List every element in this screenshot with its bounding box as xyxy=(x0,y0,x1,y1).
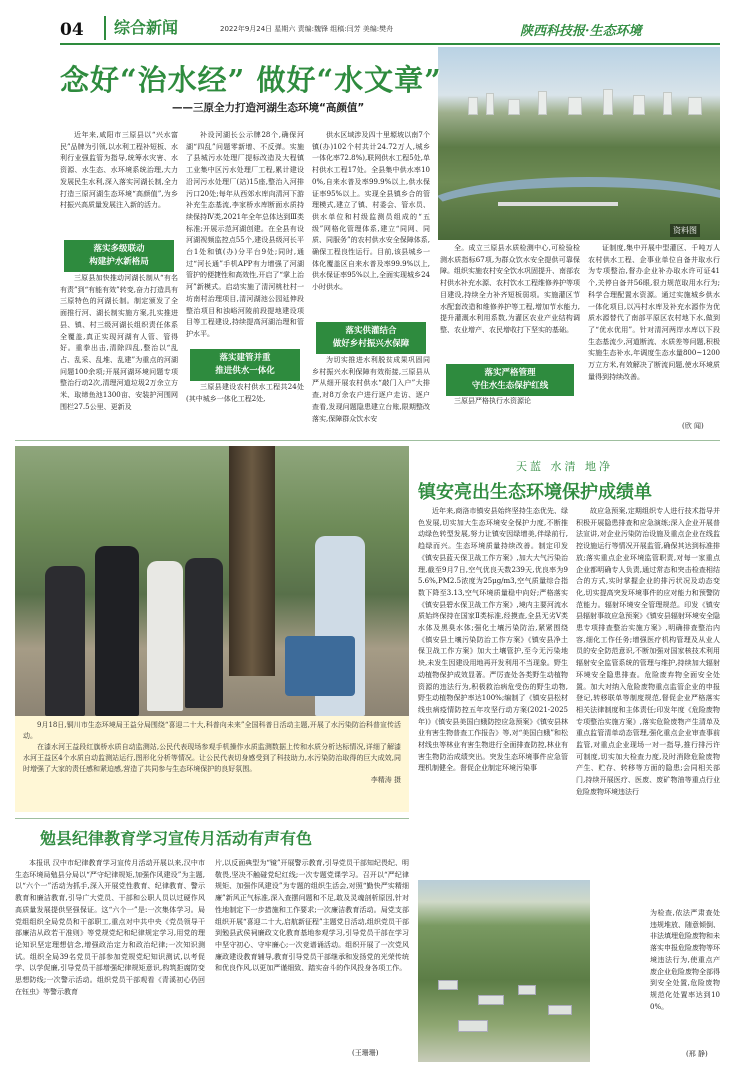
article-column: 补设河湖长公示牌28个,确保河湖“四乱”问题零新增、不反弹。实施了县城污水处理厂提标改造及大程镇工业集中区污水处理厂工程,累计建设沿河污水处理厂(站)15座,整治入河排污口20处;每年从西郊水库向清河下游补充生态基流,李家桥水库断面水质持续保持Ⅳ类,2021年全年总体达到Ⅲ类标准;开展示范河湖创建。在全县有设河湖视频监控点55个,建设县级河长平台1处和镇(办)分平台9处;同时,通过“河长通”手机APP有力增强了河湖管护的便捷性和高效性,开启了“掌上治河”新模式。启动实施了清河桃杜村一坊南村治理项目,清河湖池公园延伸段整治项目和浊峪河陵前段提地建设项目等工程建设,持续提高河湖治理和管护水平。 xyxy=(186,131,304,338)
headline: 镇安亮出生态环境保护成绩单 xyxy=(418,482,652,503)
article-column: 故应急预案,定期组织专人进行技术指导并积极开展隐患排查和应急演练;深入企业开展普法宣讲,对企业污染防治设施及重点企业在线监控设施运行等情况开展监管,确保其达到标准排放;落实重点企业环境监管职责,对每一家重点企业都明确专人负责,通过常态和突击检查相结合的方式,实时掌握企业的排污状况及动态变化,切实提高突发环境事件的应对能力和预警防范能力。辐射环境安全管理规范。印发《镇安县辐射事故应急预案》《镇安县辐射环境安全隐患专项排查整治实施方案》,明确排查整治内容,细化工作任务;增强医疗机构管理及从业人员的安全防范意识,不断加强对国家核技术利用辐射安全监管系统的管理与维护,持续加大辐射环境安全隐患排查。危险废弃物全面安全处置。加大对纳入危险废物重点监管企业的申报登记,转移联单等制度规范,督促企业严格落实相关法律制度和主体责任;印发年度《危险废物专项整治实施方案》,落实危险废物产生清单及重点监管清单动态管理,强化重点企业审查事前监管,对重点企业现场一对一指导,推行排污许可制度,切实加大检查力度,及时消除危险废物产生、贮存、转移等方面的隐患;会同相关部门,持续开展医疗、医废、废矿物油等重点行业危险废物环境违法行 xyxy=(576,507,720,796)
brand-logo: 陕西科技报·生态环境 xyxy=(520,24,642,39)
article-column: 为检查,依法严肃查处违规堆放、随意倾倒、非法填埋危险废物和未落实申报危险废物等环境违法行为,使重点产废企业危险废物全部得到安全处置,危险废物规范化处置率达到100%。 xyxy=(650,909,720,1011)
caption-text: 9月18日,铜川市生态环境局王益分局围绕“喜迎二十大,科普向未来”全国科普日活动主题,开展了水污染防治科普宣传活动。 xyxy=(23,721,401,740)
forest-village-photo xyxy=(418,880,590,1062)
section-subhead: 落实供灌结合 做好乡村振兴水保障 xyxy=(316,322,426,354)
article-column: 近年来,商洛市镇安县始终坚持生态优先、绿色发展,切实加大生态环境安全保护力度,不断推动绿色转型发展,努力让镇安因绿增美,伴绿前行,趋绿而兴。生态环境质量持续改善。制定印发《镇安县蓝天保卫战工作方案》,加大大气污染治理,截至9月7日,空气优良天数239天,优良率为95.6%,PM2.5浓度为25μg/m3,空气质量综合指数下降至3.13,空气环境质量稳中向好;严格落实《镇安县碧水保卫战工作方案》,境内主要河流水质始终保持在国家Ⅱ类标准,经摸查,全县无劣Ⅴ类水体及黑臭水体;强化土壤污染防治,紧紧围绕《镇安县土壤污染防治工作方案》《镇安县净土保卫战工作方案》加大土壤管护,至今无污染地块,未发生因建设用地再开发利用不当现象。野生动植物保护成效显著。严厉查处各类野生动植物资源的违法行为,积极救治病危受伤的野生动物,野生动植物保护率达100%;编制了《镇安县松材线虫病疫情防控五年攻坚行动方案(2021-2025年)》《镇安县美国白蛾防控应急预案》《镇安县林业有害生物普查工作报告》等,对“美国白蛾”和松材线虫等林业有害生物进行全面排查防控,林业有害生物防治成绩突出。突发生态环境事件应急管理机制健全。督促企业制定环境污染事 xyxy=(418,507,568,773)
byline: (王珊珊) xyxy=(352,1049,379,1057)
section-divider xyxy=(15,818,409,819)
article-column: 三原县严格执行水资源论 xyxy=(454,397,531,405)
article-column: 为切实推进水利脱贫成果巩固同乡村振兴水利保障有效衔接,三原县从严从细开展农村供水“敲门入户”大排查,对8万余农户进行逐户走访、逐户查看,发现问题隐患建立台账,限期整改落实,保障群众饮水安 xyxy=(312,356,430,423)
article-column: 三原县加快推动河湖长制从“有名有责”到“有能有效”转变,奋力打造具有三原特色的河湖长制。制定颁发了全面推行河、湖长制实施方案,扎实推进县、镇、村三级河湖长组织责任体系全覆盖,真正实现河湖有人管、管得好。重拳出击,清除四乱,整治以“乱占、乱采、乱堆、乱建”为重点的河湖问题100余项;开展河湖环境问题专项整治行动2次,清理河道垃圾2万余立方米、取缔鱼池1300亩、安装护河围网围栏27.5公里、更新及 xyxy=(60,274,178,411)
article-kicker: 天蓝 水清 地净 xyxy=(516,460,613,473)
article-column: 三原县建设农村供水工程共24处(其中城乡一体化工程2处, xyxy=(186,383,304,403)
headline: 念好“治水经” 做好“水文章” xyxy=(60,63,442,97)
header-divider xyxy=(60,43,720,45)
byline: (欣 闻) xyxy=(682,422,704,430)
article-column: 证制度,集中开展中型灌区、千吨万人农村供水工程、企事业单位自备井取水行为专项整治,督办企业补办取水许可证41个,关停自备井56眼,很力规范取用水行为;科学合理配置水资源。通过实施城乡供水一体化项目,以冯村水库及补充水源作为优质水源替代了南部平原区农村地下水,做到了“优水优用”。针对清河两岸水库以下段生态基流少,河道断流、水质差等问题,积极实施生态补水,年调度生态水量800~1200万立方米,有效解决了断流问题,使水环境质量得到持续改善。 xyxy=(588,244,720,381)
section-title: 综合新闻 xyxy=(104,16,210,40)
section-subhead: 落实多级联动 构建护水新格局 xyxy=(64,240,174,272)
article-column: 片,以反面典型为“镜”开展警示教育,引导党员干部知纪畏纪、明敬畏,坚决不触碰党纪红线;一次专题党课学习。召开以“严纪律规矩、加强作风建设”为专题的组织生活会,对照“勤快严实精细廉”新风正气标准,深入查摆问题和不足,敢及灵魂剖析原因,针对性地制定下一步措施和工作要求;一次廉洁教育活动。局党支部组织开展“喜迎二十大,启航新征程”主题党日活动,组织党员干部到勉县武侯祠廉政文化教育基地参观学习,引导党员干部在学习中坚守初心、守牢廉心;一次竞谱诵活动。组织开展了一次党风廉政建设教育辅导,教育引导党员干部继承和发扬党的光荣传统和优良作风,以更加严谨细致、踏实奋斗的作风投身各项工作。 xyxy=(215,859,409,973)
section-subhead: 落实建管并重 推进供水一体化 xyxy=(190,349,300,381)
article-column: 供水区域涉及四十里塬坡以南7个镇(办)102个村共计24.72万人,城乡一体化率72.8%),联网供水工程5处,单村供水工程17处。全县集中供水率100%,自来水普及率99.9%以上,供水保证率95%以上。实现全县镇乡合的管理模式,建立了镇、村委会、管水员、供水单位和村级监测员组成的“五级”网格化管理体系,建立“同网、同质、同服务”的农村供水安全保障体系,确保工程良性运行。目前,该县城乡一体化覆盖区自来水普及率99.9%以上,供水保证率95%以上,全面实现城乡24小时供水。 xyxy=(312,131,430,292)
photo-credit: 资料图 xyxy=(670,224,700,237)
section-divider xyxy=(15,440,720,441)
caption-text: 在漆水河王益段红旗桥水质自动监测站,公民代表现场参观手机操作水质监测数据上传和水质分析达标情况,详细了解漆水河王益区4个水质自动监测站运行,图形化分析等情况。让公民代表切身感受到了科技助力,水污染防治取得的巨大成效,同时增强了大家的责任感和紧迫感,营造了共同参与生态环境保护的良好氛围。 xyxy=(23,743,401,773)
river-aerial-photo xyxy=(438,47,720,240)
page-number: 04 xyxy=(60,20,84,40)
byline: (邢 静) xyxy=(686,1050,708,1058)
photo-credit: 李精涛 摄 xyxy=(370,776,401,784)
headline: 勉县纪律教育学习宣传月活动有声有色 xyxy=(40,829,313,848)
article-column: 本报讯 汉中市纪律教育学习宣传月活动开展以来,汉中市生态环境局勉县分局以“严守纪律规矩,加强作风建设”为主题,以“六个一”活动为抓手,深入开展党性教育、纪律教育、警示教育和廉洁教育,引导广大党员、干部和公职人员以过硬作风高质量发展提供坚强保证。这“六个一”是:一次集体学习。局党组组织全局党员和干部职工,重点对中共中央《党员领导干部廉洁从政若干准则》等党规党纪和纪律规定学习,用党的理论知识坚定理想信念,增强政治定力和政治纪律;一次知识测试。组织全局39名党员干部参加党规党纪知识测试,以考促学、以学促廉,引导党员干部增强纪律规矩意识,构筑拒腐防变思想防线;一次警示活动。组织党员干部观看《青溪初心仍回在钰虫》等警示教育 xyxy=(15,859,205,996)
photo-caption xyxy=(15,716,409,812)
issue-info: 2022年9月24日 星期六 责编:魏锋 组稿:闫芳 美编:樊舟 xyxy=(220,25,394,33)
subheadline: ——三原全力打造河湖生态环境“高颜值” xyxy=(172,102,365,114)
section-subhead: 落实严格管理 守住水生态保护红线 xyxy=(446,364,574,396)
article-column: 全。成立三原县水质检测中心,可检验检测水质指标67项,为群众饮水安全提供可靠保障。组织实施农村安全饮水巩固提升、南部农村供水补充水源、农村饮水工程维修养护等项目建设,持续全力补齐短板弱项。实施灌区节水配套改造和维修养护等工程,增加节水能力,提升灌溉水利用系数,为灌区农业产业结构调整、农业增产、农民增收打下坚实的基础。 xyxy=(440,244,580,334)
article-column: 近年来,咸阳市三原县以“兴水富民”品牌为引领,以水利工程补短板、水利行业强监管为指导,统筹水灾害、水资源、水生态、水环境系统治理,大力发展民生水利,深入落实河湖长制,全力打造三原河湖生态环境“高颜值”,为乡村振兴高质量发展注入新的活力。 xyxy=(60,131,178,210)
science-event-photo xyxy=(15,446,409,716)
